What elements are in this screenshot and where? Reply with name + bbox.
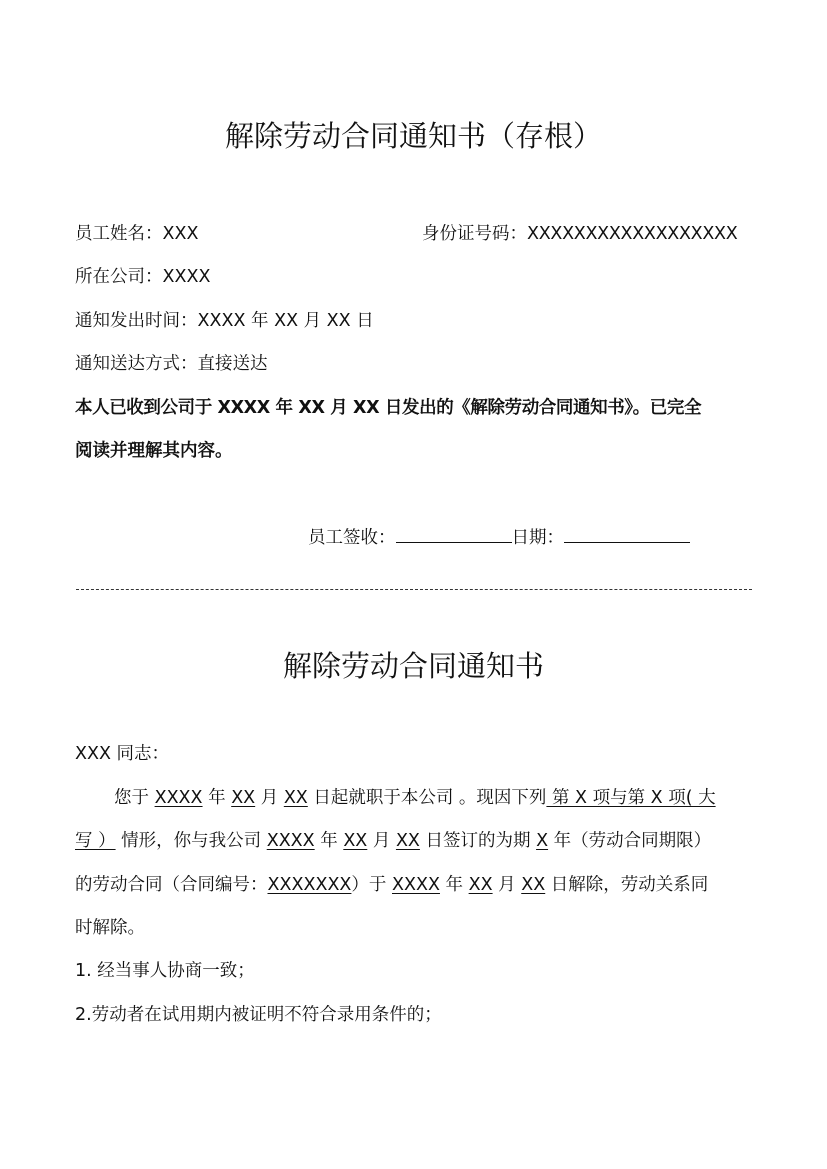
company-row (75, 263, 210, 288)
signature-label: 员工签收： (308, 528, 396, 548)
employee-name-row (75, 220, 198, 245)
p1-text-8: 日签订的为期 (419, 831, 537, 851)
delivery-row (75, 350, 268, 375)
notice-paragraph-line-2 (75, 827, 711, 852)
p1-text-2: 年 (202, 788, 232, 808)
p1-text-13: 月 (492, 875, 522, 895)
sign-year: XXXX (266, 831, 315, 851)
start-day: XX (283, 788, 308, 808)
p1-text-10: 的劳动合同（合同编号： (75, 875, 268, 895)
sign-month: XX (343, 831, 368, 851)
p1-text-3: 月 (255, 788, 284, 808)
contract-number: XXXXXXX (267, 875, 352, 895)
acknowledgement-line-1: 本人已收到公司于 XXXX 年 XX 月 XX 日发出的《解除劳动合同通知书》。已完全 (75, 398, 702, 418)
p1-text-9: 年（劳动合同期限） (548, 831, 712, 851)
id-number-label: 身份证号码： (422, 224, 527, 244)
p1-text-6: 年 (314, 831, 344, 851)
termination-items-cont: 写 ） (75, 831, 116, 851)
notice-time-value: XXXX 年 XX 月 XX 日 (197, 311, 374, 331)
contract-term: X (536, 831, 549, 851)
employee-name-label: 员工姓名： (75, 224, 163, 244)
signature-blank[interactable] (396, 541, 512, 543)
p1-text-1: 您于 (114, 788, 155, 808)
p1-text-11: ）于 (351, 875, 392, 895)
sign-day: XX (395, 831, 420, 851)
date-blank[interactable] (564, 541, 690, 543)
notice-time-label: 通知发出时间： (75, 311, 198, 331)
notice-time-row (75, 307, 374, 332)
reason-item-1: 1. 经当事人协商一致； (75, 961, 255, 981)
reason-item-2: 2.劳动者在试用期内被证明不符合录用条件的； (75, 1005, 442, 1025)
cut-line-divider (76, 589, 752, 590)
date-label: 日期： (511, 528, 564, 548)
signature-row (308, 524, 690, 549)
employee-name-value: XXX (162, 224, 199, 244)
id-number-row (422, 220, 737, 245)
start-month: XX (231, 788, 256, 808)
p1-text-14: 日解除，劳动关系同 (545, 875, 709, 895)
notice-paragraph-line-4: 时解除。 (75, 918, 145, 938)
p1-text-4: 日起就职于本公司 。现因下列 (307, 788, 547, 808)
end-month: XX (468, 875, 493, 895)
notice-paragraph-line-3 (75, 871, 708, 896)
delivery-value: 直接送达 (197, 354, 268, 374)
termination-items: 第 X 项与第 X 项( 大 (546, 788, 716, 808)
p1-text-7: 月 (367, 831, 396, 851)
notice-title: 解除劳动合同通知书 (282, 649, 544, 683)
p1-text-12: 年 (439, 875, 469, 895)
salutation: XXX 同志： (75, 744, 170, 764)
stub-title: 解除劳动合同通知书（存根） (224, 119, 602, 153)
p1-text-5: 情形，你与我公司 (115, 831, 267, 851)
end-day: XX (521, 875, 546, 895)
end-year: XXXX (392, 875, 440, 895)
company-value: XXXX (162, 267, 211, 287)
delivery-label: 通知送达方式： (75, 354, 198, 374)
start-year: XXXX (154, 788, 203, 808)
company-label: 所在公司： (75, 267, 163, 287)
id-number-value: XXXXXXXXXXXXXXXXXX (527, 224, 738, 244)
notice-paragraph-line-1 (114, 784, 716, 809)
acknowledgement-line-2: 阅读并理解其内容。 (75, 441, 233, 461)
